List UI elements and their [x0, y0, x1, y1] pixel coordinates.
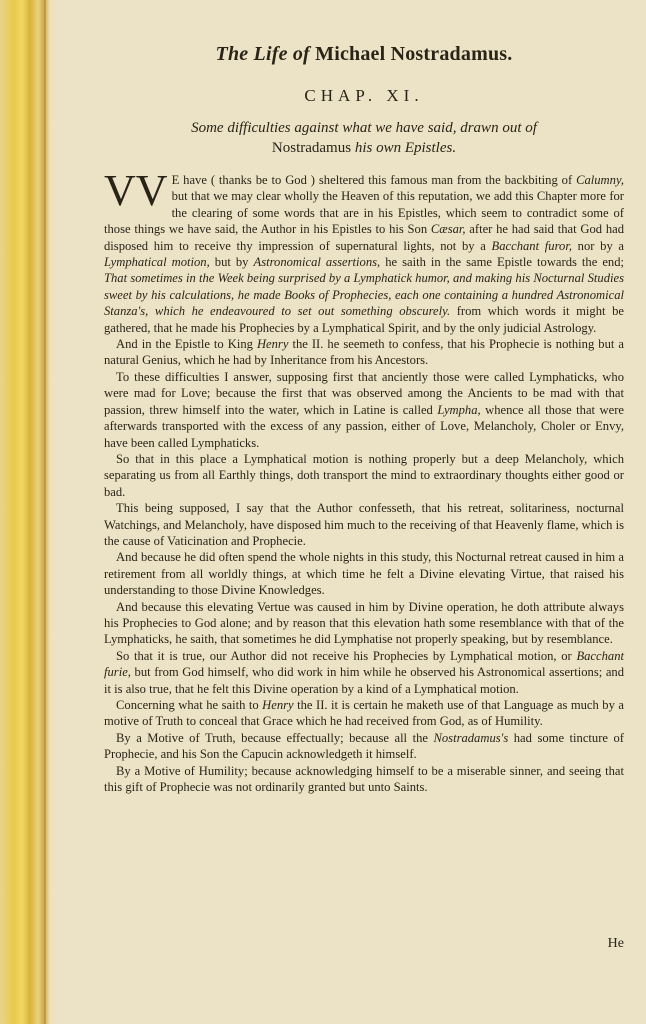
paragraph-9 — [104, 697, 624, 730]
paragraph-3 — [104, 369, 624, 451]
p8-text-a: So that it is true, our Author did not receive his Prophecies by Lymphatical motion, or — [116, 648, 577, 663]
p1-italic-calumny: Calumny, — [576, 173, 624, 187]
p1-text-i: but by — [209, 255, 254, 270]
subtitle-line-1: Some difficulties against what we have said, drawn out of — [191, 120, 537, 136]
p1-text-c: but that we may clear wholly the Heaven of this reputation, we add this Chapter more for the clearing of some words that are in his Epistles, which seem to contradict some of those things we have said, the Author in his Epistles to his Son — [104, 189, 624, 237]
p8-text-c: but from God himself, who did work in him while he observed his Astronomical assertions; and it is also true, that he felt this Divine operation by a kind of a Lymphatical motion. — [104, 665, 624, 696]
running-title — [104, 40, 624, 68]
subtitle-line-2 — [104, 138, 624, 158]
p2-text-c: the II. he seemeth to confess, that his Prophecie is nothing but a natural Genius, which he had by Inheritance from his Ancestors. — [104, 337, 624, 368]
paragraph-5: This being supposed, I say that the Author confesseth, that his retreat, solitariness, nocturnal Watchings, and Melancholy, have disposed him much to the receiving of that Heavenly flame, which is the cause of Vaticination and Prophecie. — [104, 501, 624, 548]
paragraph-6: And because he did often spend the whole nights in this study, this Nocturnal retreat caused in him a retirement from all worldly things, at which time he felt a Divine elevating Virtue, that raised his understanding to those Divine Knowledges. — [104, 550, 624, 598]
p9-italic-henry: Henry — [262, 698, 294, 712]
p2-text-a: And in the Epistle to King — [116, 337, 257, 352]
binding-gutter — [0, 0, 56, 1024]
catchword: He — [607, 936, 624, 951]
p3-text: To these difficulties I answer, supposing first that anciently those were called Lymphaticks, who were mad for Love; because the first that was observed among the Ancients to be mad with that passion, threw himself into the water, which in Latine is called — [104, 369, 624, 417]
chapter-heading: CHAP. XI. — [304, 86, 424, 105]
p1-italic-lymphatical: Lymphatical motion, — [104, 255, 210, 270]
drop-cap: VV — [104, 166, 168, 215]
book-page — [104, 40, 625, 951]
p1-text-a: E have ( thanks be to God ) sheltered this famous man from the backbiting of — [171, 173, 577, 187]
p1-text-m: from which words it might be gathered, that he made his Prophecies by a Lymphatical Spirit, and by the only judicial Astrology. — [104, 304, 624, 335]
p1-text-g: nor by a — [571, 238, 625, 253]
p1-italic-caesar: Cæsar, — [430, 222, 466, 237]
chapter-subtitle — [104, 118, 624, 158]
paragraph-10 — [104, 730, 624, 763]
p1-italic-bacchant: Bacchant furor, — [491, 238, 572, 253]
p1-text-k: he saith in the same Epistle towards the end; — [380, 255, 625, 270]
paragraph-8 — [104, 648, 624, 697]
p1-italic-astronomical: Astronomical assertions, — [253, 255, 381, 270]
paragraph-4: So that in this place a Lymphatical motion is nothing properly but a deep Melancholy, which separating us from all Earthly things, doth transport the mind to extraordinary thoughts either good or bad. — [104, 451, 624, 499]
p1-text-e: after he had said that God had disposed him to receive thy impression of supernatural lights, not by a — [104, 222, 624, 253]
p9-text-a: Concerning what he saith to — [116, 698, 263, 712]
p10-italic-nostradamus: Nostradamus's — [433, 730, 509, 745]
p3-italic-lympha: Lympha, — [437, 402, 481, 417]
paragraph-7: And because this elevating Vertue was caused in him by Divine operation, he doth attribute always his Prophecies to God alone; and by reason that this elevation hath some resemblance with that of the Lymphaticks, he saith, that sometimes he did Lymphatise not properly speaking, but by resemblance. — [104, 599, 624, 647]
paragraph-1 — [104, 166, 625, 336]
p2-italic-henry: Henry — [256, 337, 289, 352]
paragraph-11: By a Motive of Humility; because acknowledging himself to be a miserable sinner, and seeing that this gift of Prophecie was not ordinarily granted but unto Saints. — [104, 763, 624, 795]
p9-text-c: the II. it is certain he maketh use of that Language as much by a motive of Truth to conceal that Grace which he had received from God, as of Humility. — [104, 698, 624, 729]
p10-text-c: had some tincture of Prophecie, and his Son the Capucin acknowledgeth it himself. — [104, 730, 624, 762]
p3-text-rest: whence all those that were afterwards transported with the excess of any passion, either of Love, Melancholy, Choler or Envy, have been called Lymphaticks. — [104, 402, 624, 450]
paragraph-2 — [104, 336, 624, 369]
running-title-italic: The Life of — [215, 43, 310, 65]
binding-edge-line — [44, 0, 46, 1024]
running-title-name: Michael Nostradamus. — [315, 43, 513, 65]
p10-text-a: By a Motive of Truth, because effectually; because all the — [116, 730, 434, 745]
p1-italic-quote: That sometimes in the Week being surprised by a Lymphatick humor, and making his Nocturnal Studies sweet by his calculations, he made Books of Prophecies, each one containing a hundred Astronomical Stanza's, which he endeavoured to set out something obscurely. — [104, 271, 624, 319]
chapter-body — [104, 166, 625, 795]
p8-italic-bacchant: Bacchant furie, — [104, 648, 624, 680]
subtitle-name: Nostradamus — [271, 140, 352, 156]
subtitle-rest: his own Epistles. — [354, 140, 457, 156]
